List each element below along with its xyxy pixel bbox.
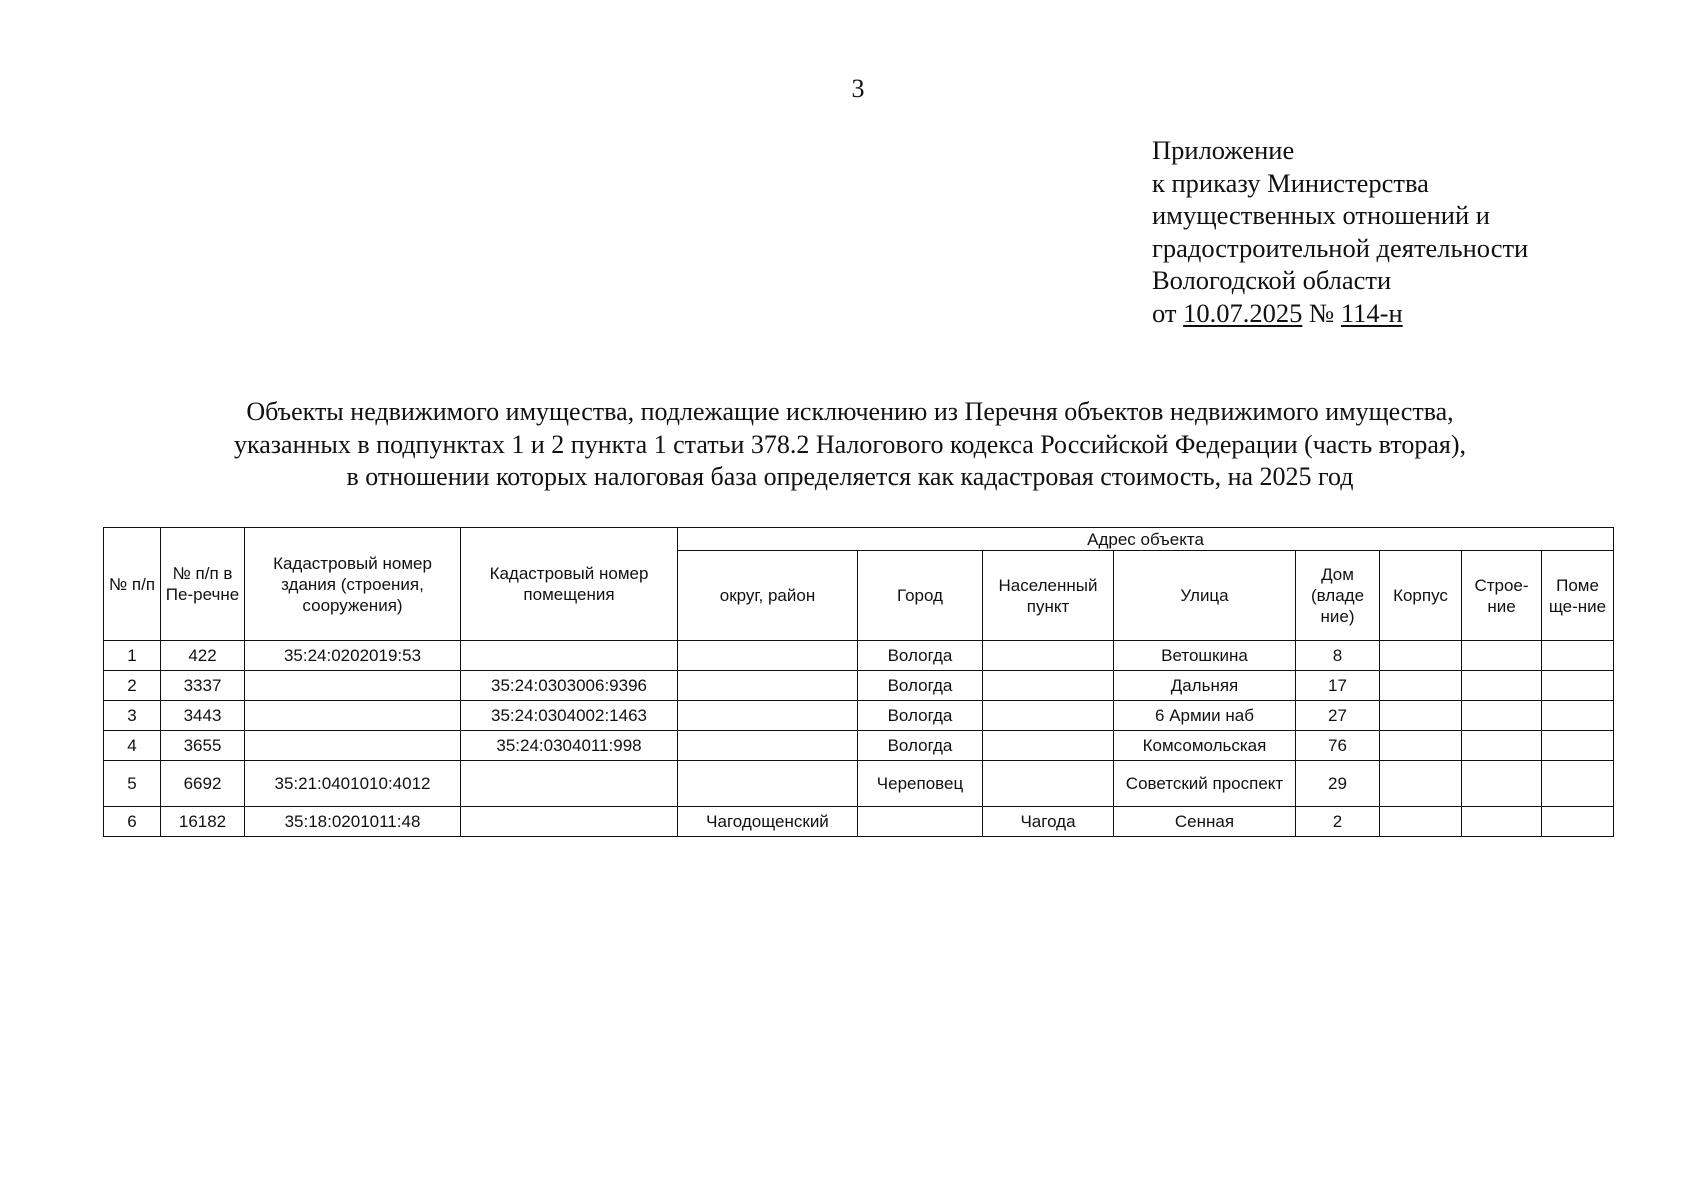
header-room-cadastral: Кадастровый номер помещения [461,528,678,641]
cell-list-num: 3443 [161,701,245,731]
appendix-line-1: Приложение [1152,135,1295,165]
appendix-block [1152,134,1652,329]
header-city: Город [858,551,983,641]
cell-list-num: 422 [161,641,245,671]
header-building-cadastral: Кадастровый номер здания (строения, сооружения) [245,528,461,641]
cell-num: 1 [104,641,161,671]
cell-city [858,807,983,837]
number-sign: № [1308,297,1335,328]
cell-district [678,701,858,731]
cell-block [1380,807,1462,837]
cell-list-num: 3655 [161,731,245,761]
header-locality: Населенный пункт [983,551,1114,641]
cell-house: 27 [1296,701,1380,731]
header-address-group: Адрес объекта [678,528,1614,551]
appendix-date-line [1152,297,1652,330]
cell-block [1380,701,1462,731]
appendix-line-4: градостроительной деятельности [1152,232,1529,263]
cell-room-cadastral: 35:24:0304002:1463 [461,701,678,731]
header-street: Улица [1114,551,1296,641]
title-line-1: Объекты недвижимого имущества, подлежащие исключению из Перечня объектов недвижимого имущества, [246,397,1454,426]
cell-room [1542,807,1614,837]
cell-city: Вологда [858,641,983,671]
header-room: Поме ще-ние [1542,551,1614,641]
cell-locality [983,641,1114,671]
cell-building-cadastral: 35:24:0202019:53 [245,641,461,671]
cell-street: Сенная [1114,807,1296,837]
cell-structure [1462,761,1542,807]
cell-district [678,761,858,807]
cell-district [678,641,858,671]
cell-room-cadastral: 35:24:0303006:9396 [461,671,678,701]
cell-building-cadastral: 35:21:0401010:4012 [245,761,461,807]
cell-num: 2 [104,671,161,701]
cell-building-cadastral [245,701,461,731]
cell-room [1542,731,1614,761]
appendix-line-2: к приказу Министерства [1152,167,1429,198]
cell-building-cadastral [245,731,461,761]
cell-building-cadastral: 35:18:0201011:48 [245,807,461,837]
cell-list-num: 6692 [161,761,245,807]
cell-structure [1462,807,1542,837]
cell-city: Вологда [858,701,983,731]
cell-list-num: 16182 [161,807,245,837]
page-number: 3 [851,74,865,103]
cell-building-cadastral [245,671,461,701]
cell-room-cadastral: 35:24:0304011:998 [461,731,678,761]
cell-locality [983,671,1114,701]
order-date: 10.07.2025 [1183,297,1303,328]
cell-city: Вологда [858,671,983,701]
cell-house: 17 [1296,671,1380,701]
cell-street: Советский проспект [1114,761,1296,807]
table-row [104,641,1614,671]
title-line-3: в отношении которых налоговая база определяется как кадастровая стоимость, на 2025 год [346,462,1354,491]
cell-structure [1462,671,1542,701]
cell-room [1542,671,1614,701]
cell-street: 6 Армии наб [1114,701,1296,731]
cell-house: 29 [1296,761,1380,807]
appendix-line-3: имущественных отношений и [1152,200,1490,230]
cell-block [1380,671,1462,701]
cell-num: 4 [104,731,161,761]
cell-city: Вологда [858,731,983,761]
objects-table [103,527,1614,837]
title-line-2: указанных в подпунктах 1 и 2 пункта 1 статьи 378.2 Налогового кодекса Российской Федерации (часть вторая), [234,429,1466,459]
cell-structure [1462,731,1542,761]
cell-street: Дальняя [1114,671,1296,701]
cell-street: Комсомольская [1114,731,1296,761]
cell-city: Череповец [858,761,983,807]
cell-locality [983,701,1114,731]
document-title [80,396,1620,494]
cell-room [1542,701,1614,731]
cell-block [1380,641,1462,671]
cell-district: Чагодощенский [678,807,858,837]
cell-house: 8 [1296,641,1380,671]
header-block: Корпус [1380,551,1462,641]
order-number: 114-н [1340,297,1403,328]
header-num: № п/п [104,528,161,641]
cell-block [1380,731,1462,761]
header-list-num: № п/п в Пе-речне [161,528,245,641]
cell-structure [1462,641,1542,671]
header-structure: Строе-ние [1462,551,1542,641]
table-row [104,701,1614,731]
table-row [104,807,1614,837]
cell-block [1380,761,1462,807]
cell-num: 5 [104,761,161,807]
table-row [104,671,1614,701]
cell-structure [1462,701,1542,731]
cell-locality [983,731,1114,761]
table-row [104,761,1614,807]
cell-locality: Чагода [983,807,1114,837]
cell-num: 6 [104,807,161,837]
cell-room [1542,761,1614,807]
appendix-line-5: Вологодской области [1152,265,1392,295]
header-house: Дом (владе ние) [1296,551,1380,641]
cell-room-cadastral [461,761,678,807]
cell-street: Ветошкина [1114,641,1296,671]
date-prefix: от [1152,297,1177,328]
cell-room [1542,641,1614,671]
cell-district [678,731,858,761]
cell-house: 76 [1296,731,1380,761]
table-row [104,731,1614,761]
cell-num: 3 [104,701,161,731]
cell-list-num: 3337 [161,671,245,701]
cell-room-cadastral [461,807,678,837]
cell-locality [983,761,1114,807]
header-district: округ, район [678,551,858,641]
cell-house: 2 [1296,807,1380,837]
cell-district [678,671,858,701]
cell-room-cadastral [461,641,678,671]
